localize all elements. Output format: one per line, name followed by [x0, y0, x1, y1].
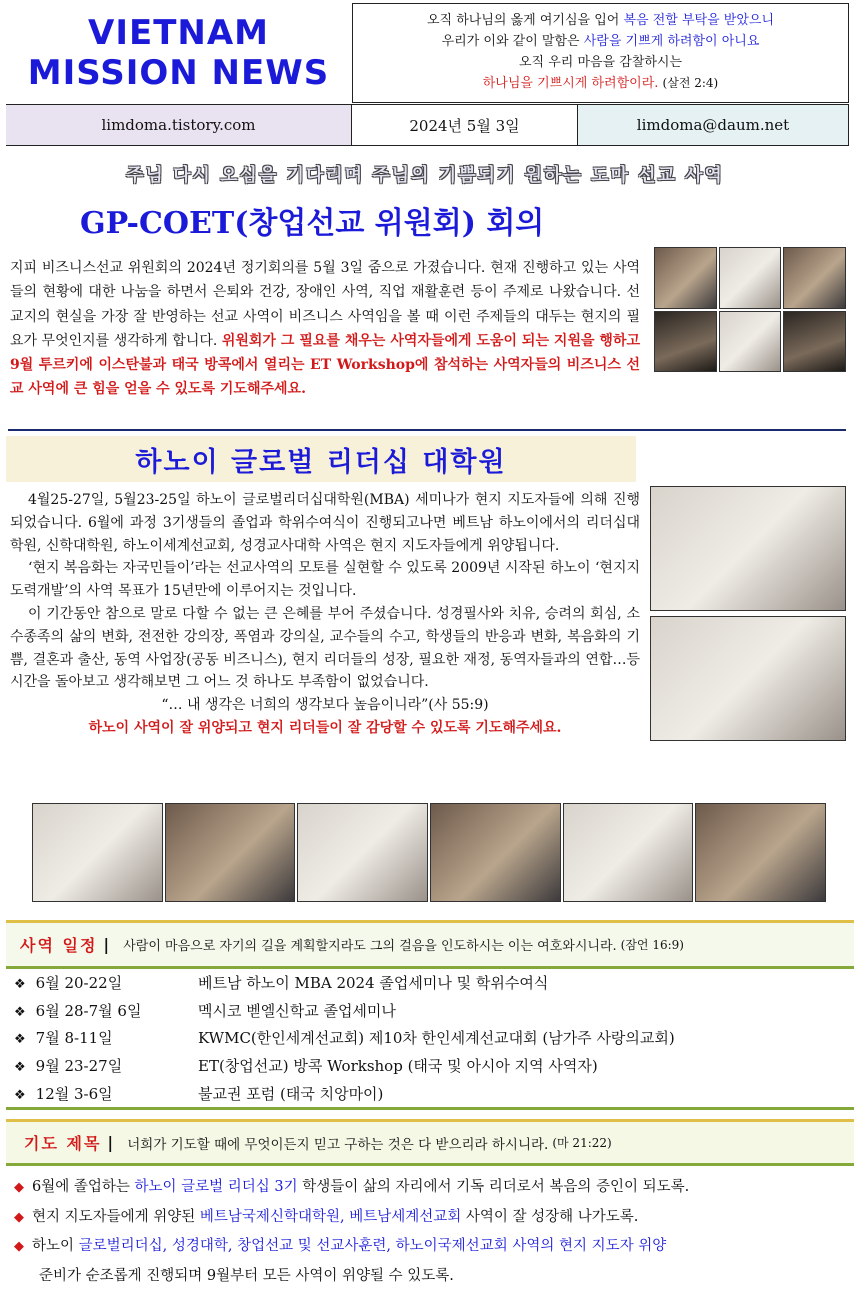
classroom-photo [297, 803, 428, 902]
section2-heading-bar [6, 436, 636, 482]
verse-line-4: 하나님을 기쁘시게 하려함이라. [482, 76, 659, 91]
section1-heading: GP-COET(창업선교 위원회) 회의 [80, 206, 545, 241]
schedule-date: ❖ 7월 8-11일 [6, 1027, 194, 1048]
prayer-text: 6월에 졸업하는 [32, 1179, 135, 1195]
schedule-date: ❖ 6월 20-22일 [6, 972, 194, 993]
prayer-highlight: 베트남국제신학대학원, 베트남세계선교회 [199, 1208, 462, 1225]
prayer-header [6, 1119, 854, 1163]
classroom-photo [32, 803, 163, 902]
schedule-item [6, 997, 854, 1025]
masthead [6, 3, 849, 151]
prayer-text: 하노이 [32, 1238, 79, 1254]
schedule-item [6, 1079, 854, 1107]
meeting-participant-photo [719, 247, 782, 309]
schedule-item [6, 969, 854, 997]
prayer-text: 현지 지도자들에게 위양된 [32, 1208, 200, 1225]
meeting-participant-photo [654, 311, 717, 373]
schedule-event: 베트남 하노이 MBA 2024 졸업세미나 및 학위수여식 [198, 974, 549, 993]
title-line-1: VIETNAM [88, 13, 269, 53]
prayer-item [14, 1173, 854, 1203]
classroom-photo [165, 803, 296, 902]
blog-address[interactable]: limdoma.tistory.com [6, 105, 352, 146]
prayer-item [14, 1232, 854, 1262]
meeting-participant-photo [654, 247, 717, 309]
section2-para-1: 4월25-27일, 5월23-25일 하노이 글로벌리더십대학원(MBA) 세미나가 현지 지도자들에 의해 진행되었습니다. 6월에 과정 3기생들의 졸업과 학위수여식이 진행되고나면 베트남 하노이에서의 리더십대학원, 신학대학원, 하노이세계선교회, 성경교사대학 사역은 현지 지도자들에게 위양됩니다. [10, 492, 640, 554]
schedule-label: 사역 일정 [20, 936, 98, 955]
verse-line-2b: 사람을 기쁘게 하려함이 아니요 [583, 34, 760, 49]
section2-heading: 하노이 글로벌 리더십 대학원 [135, 446, 507, 478]
prayer-list [6, 1163, 854, 1290]
email-address[interactable]: limdoma@daum.net [578, 105, 849, 146]
title-line-2: MISSION NEWS [27, 53, 330, 93]
section2-para-3: 이 기간동안 참으로 말로 다할 수 없는 큰 은혜를 부어 주셨습니다. 성경필사와 치유, 승려의 회심, 소수종족의 삶의 변화, 전전한 강의장, 폭염과 강의실, 교수들의 수고, 학생들의 반응과 변화, 복음화의 기쁨, 결혼과 출산, 동역 사업장(공동 비즈니스), 현지 리더들의 성장, 필요한 재정, 동역자들과의 연합…등 시간을 돌아보고 생각해보면 그 어느 것 하나도 부족함이 없었습니다. [10, 605, 640, 691]
section2-body [10, 489, 640, 740]
prayer-highlight: 글로벌리더십, 성경대학, 창업선교 및 선교사훈련, 하노이국제선교회 사역의 현지 지도자 위양 [78, 1238, 667, 1254]
schedule-verse: 사람이 마음으로 자기의 길을 계획할지라도 그의 걸음을 인도하시는 이는 여호와시니라. [123, 939, 617, 954]
classroom-photo-strip [32, 803, 826, 902]
verse-line-3: 오직 우리 마음을 감찰하시는 [518, 55, 683, 70]
zoom-meeting-photo [654, 247, 846, 372]
schedule-header [6, 920, 854, 966]
schedule-item [6, 1024, 854, 1052]
schedule-event: ET(창업선교) 방콕 Workshop (태국 및 아시아 지역 사역자) [198, 1057, 598, 1076]
prayer-text: 사역이 잘 성장해 나가도록. [461, 1208, 639, 1225]
schedule-event: KWMC(한인세계선교회) 제10차 한인세계선교대회 (남가주 사랑의교회) [198, 1029, 675, 1048]
tagline: 주님 다시 오심을 기다리며 주님의 기쁨되기 원하는 도마 선교 사역 [126, 165, 724, 186]
classroom-photo [563, 803, 694, 902]
schedule-verse-ref: (잠언 16:9) [620, 938, 684, 952]
schedule-date: ❖ 6월 28-7월 6일 [6, 1000, 194, 1021]
schedule-date: ❖ 9월 23-27일 [6, 1055, 194, 1076]
newsletter-title [6, 3, 351, 103]
schedule-date: ❖ 12월 3-6일 [6, 1083, 194, 1104]
seminar-photo [650, 486, 846, 611]
prayer-verse-ref: (마 21:22) [552, 1136, 612, 1150]
verse-reference: (살전 2:4) [662, 76, 719, 90]
info-row [6, 104, 849, 146]
seminar-photo [650, 616, 846, 741]
schedule-item [6, 1052, 854, 1080]
prayer-verse: 너희가 기도할 때에 무엇이든지 믿고 구하는 것은 다 받으리라 하시니라. [127, 1136, 549, 1153]
prayer-highlight: 하노이 글로벌 리더십 3기 [134, 1179, 298, 1195]
section2-quote: “… 내 생각은 너희의 생각보다 높음이니라”(사 55:9) [161, 697, 489, 714]
prayer-text: 학생들이 삶의 자리에서 기독 리더로서 복음의 증인이 되도록. [297, 1179, 690, 1195]
schedule-event: 불교권 포럼 (태국 치앙마이) [198, 1084, 384, 1103]
verse-line-1b: 복음 전할 부탁을 받았으니 [623, 13, 775, 28]
section-divider [8, 429, 846, 431]
verse-line-2a: 우리가 이와 같이 말함은 [441, 34, 584, 49]
issue-date: 2024년 5월 3일 [352, 105, 578, 146]
meeting-participant-photo [719, 311, 782, 373]
prayer-divider: | [107, 1133, 114, 1152]
prayer-label: 기도 제목 [24, 1134, 102, 1153]
meeting-participant-photo [783, 247, 846, 309]
schedule-list [6, 966, 854, 1110]
verse-line-1a: 오직 하나님의 옳게 여기심을 입어 [426, 13, 624, 28]
header-verse [352, 3, 849, 103]
schedule-event: 멕시코 벧엘신학교 졸업세미나 [198, 1001, 396, 1020]
classroom-photo [430, 803, 561, 902]
section2-para-2: ‘현지 복음화는 자국민들이’라는 선교사역의 모토를 실현할 수 있도록 2009년 시작된 하노이 ‘현지지도력개발’의 사역 목표가 15년만에 이루어지는 것입니다. [10, 560, 640, 600]
section1-body [10, 256, 640, 402]
section1-prayer: 위원회가 그 필요를 채우는 사역자들에게 도움이 되는 지원을 행하고 9월 투르키에 이스탄불과 태국 방콕에서 열리는 ET Workshop에 참석하는 사역자들의 비즈니스 선교 사역에 큰 힘을 얻을 수 있도록 기도해주세요. [10, 332, 640, 398]
meeting-participant-photo [783, 311, 846, 373]
prayer-item [14, 1203, 854, 1233]
section2-prayer: 하노이 사역이 잘 위양되고 현지 리더들이 잘 감당할 수 있도록 기도해주세요. [88, 719, 562, 736]
prayer-item-continued: 준비가 순조롭게 진행되며 9월부터 모든 사역이 위양될 수 있도록. [39, 1267, 454, 1284]
schedule-divider: | [103, 935, 110, 954]
section1-text: 지피 비즈니스선교 위원회의 2024년 정기회의를 5월 3일 줌으로 가졌습니다. 현재 진행하고 있는 사역들의 현황에 대한 나눔을 하면서 은퇴와 건강, 장애인 사역, 직업 재활훈련 등이 주제로 나왔습니다. 선교지의 현실을 가장 잘 반영하는 선교 사역이 비즈니스 사역임을 볼 때 이런 주제들의 대두는 현지의 필요가 무엇인지를 생각하게 합니다. [10, 260, 640, 349]
classroom-photo [695, 803, 826, 902]
